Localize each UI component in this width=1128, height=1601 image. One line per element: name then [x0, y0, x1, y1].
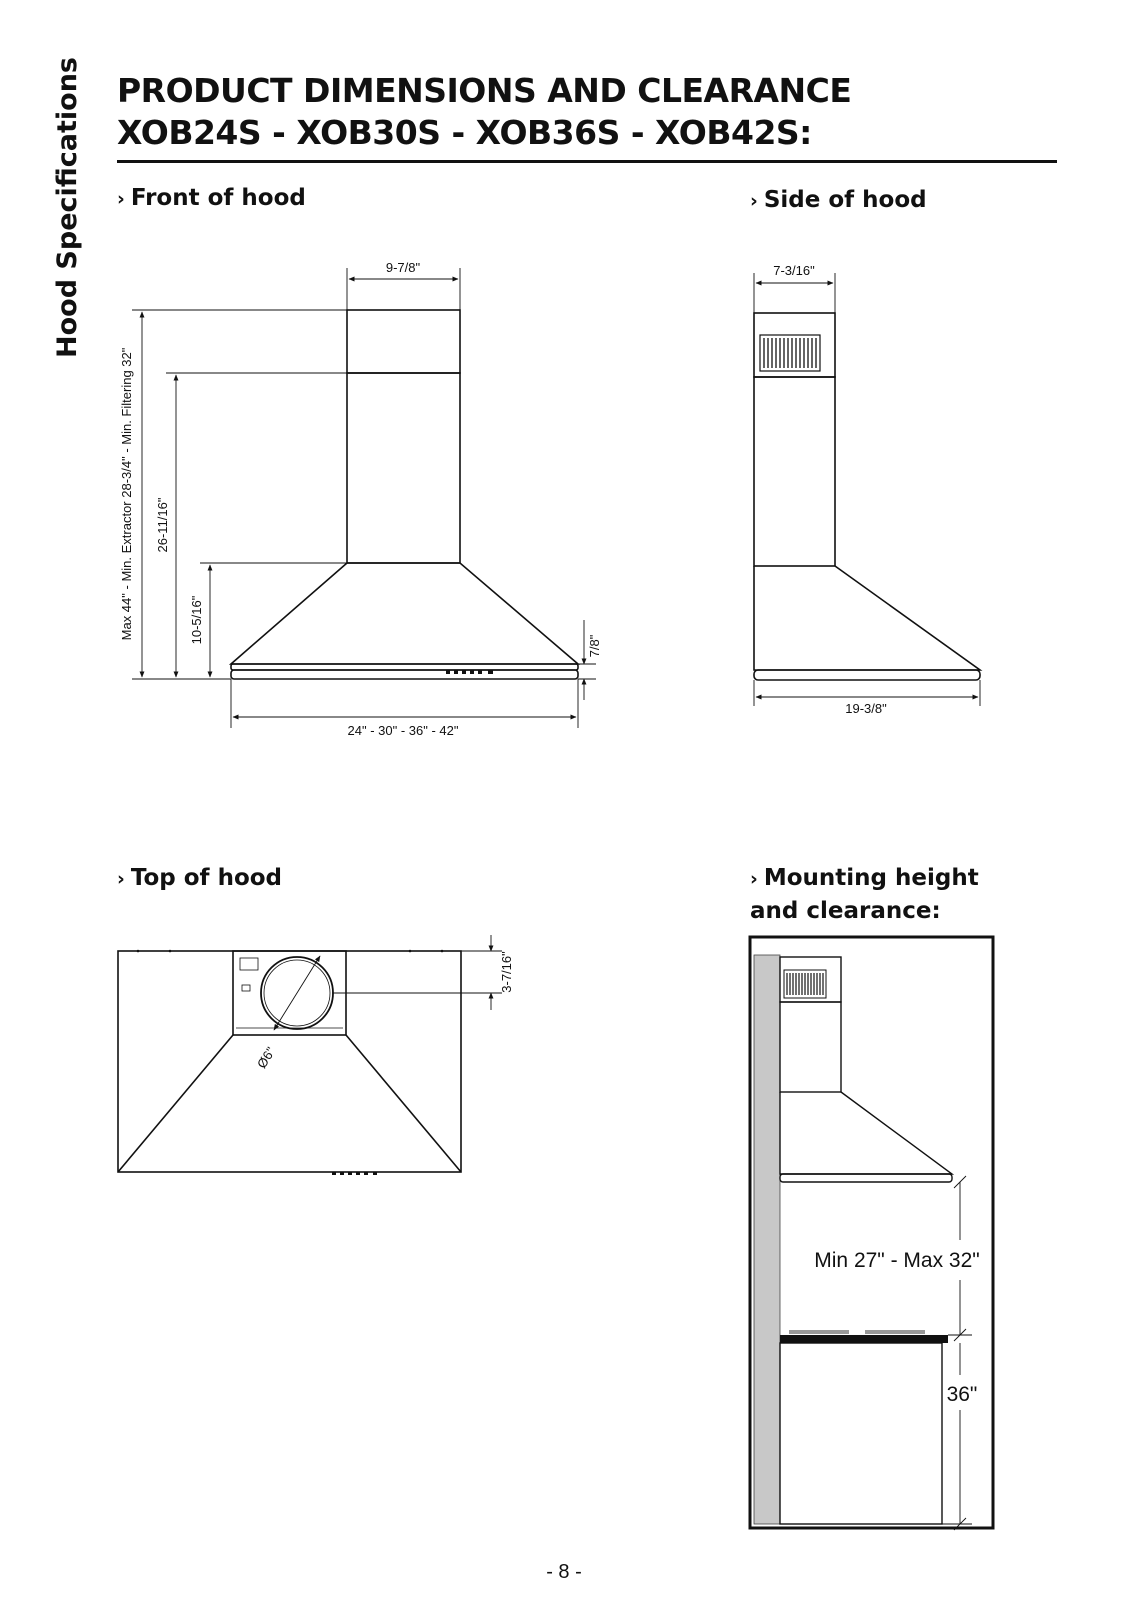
page-number: - 8 -	[546, 1561, 582, 1583]
section-top-label: Top of hood	[130, 865, 283, 891]
dim-rim-height: 7/8"	[587, 634, 602, 658]
dim-chimney-depth: 7-3/16"	[773, 263, 815, 278]
cooktop	[780, 1335, 948, 1343]
top-hood-drawing	[118, 950, 461, 1175]
dim-counter-height: 36"	[946, 1383, 978, 1406]
dim-hood-depth: 19-3/8"	[845, 701, 887, 716]
top-dimension-lines	[274, 935, 502, 1030]
side-dimension-lines	[754, 273, 980, 706]
dim-hood-widths: 24" - 30" - 36" - 42"	[347, 723, 459, 738]
chevron-right-icon: ›	[750, 190, 758, 212]
title-line-1: PRODUCT DIMENSIONS AND CLEARANCE	[117, 71, 852, 110]
chevron-right-icon: ›	[117, 188, 125, 210]
front-dimension-lines	[132, 268, 596, 728]
side-tab-label: Hood Specifications	[52, 56, 83, 358]
cooktop-burner-left	[789, 1330, 849, 1334]
dim-lower-chimney-height: 26-11/16"	[155, 497, 170, 553]
section-mounting-label-1: Mounting height	[763, 865, 979, 891]
dim-chimney-width: 9-7/8"	[385, 260, 421, 275]
section-mounting-label-2: and clearance:	[750, 898, 941, 924]
mounting-frame	[750, 937, 993, 1528]
section-side-label: Side of hood	[763, 187, 927, 213]
chevron-right-icon: ›	[117, 868, 125, 890]
side-hood-drawing	[754, 313, 980, 680]
cooktop-burner-right	[865, 1330, 925, 1334]
dim-total-height: Max 44" - Min. Extractor 28-3/4" - Min. Filtering 32"	[119, 347, 134, 641]
front-hood-drawing	[231, 310, 578, 679]
wall	[754, 955, 780, 1524]
dim-canopy-height: 10-5/16"	[189, 595, 204, 645]
dim-duct-diameter: Ø6"	[254, 1044, 279, 1071]
mounting-drawing	[750, 937, 993, 1530]
title-line-2: XOB24S - XOB30S - XOB36S - XOB42S:	[117, 113, 812, 152]
section-front-label: Front of hood	[130, 185, 306, 211]
dim-duct-offset: 3-7/16"	[499, 951, 514, 993]
dim-mounting-clearance: Min 27" - Max 32"	[814, 1249, 980, 1272]
chevron-right-icon: ›	[750, 868, 758, 890]
